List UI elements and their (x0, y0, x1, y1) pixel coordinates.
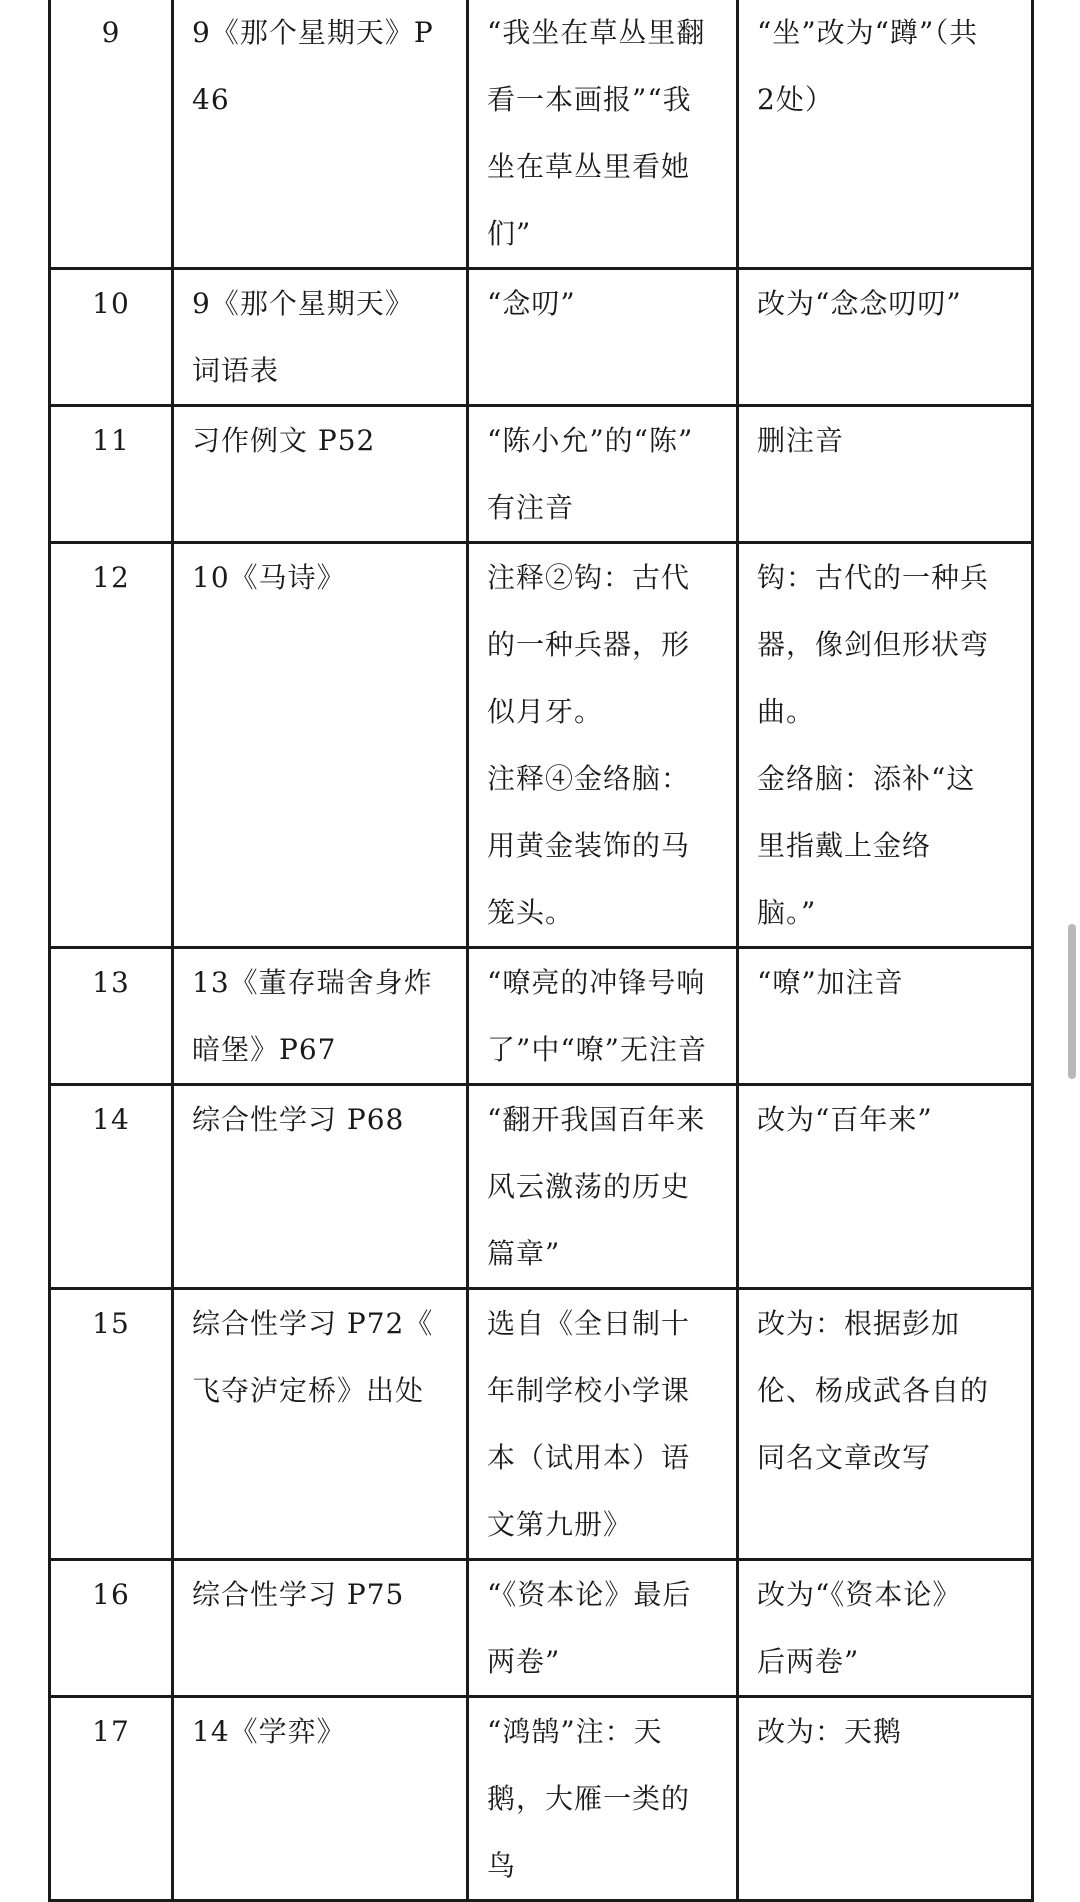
lesson-cell (173, 0, 468, 269)
revision-text-line: 同名文章改写 (757, 1441, 932, 1474)
revision-cell (738, 269, 1033, 406)
revision-cell (738, 1289, 1033, 1560)
original-text-line: “我坐在草丛里翻 (487, 16, 706, 49)
lesson-text-line: 综合性学习 P75 (192, 1578, 405, 1611)
errata-table-body (50, 0, 1033, 1901)
revision-cell (738, 1697, 1033, 1901)
revision-cell (738, 543, 1033, 948)
original-text-line: “嘹亮的冲锋号响 (487, 966, 706, 999)
lesson-text-line: 综合性学习 P72《 (192, 1307, 434, 1340)
revision-text-line: 器，像剑但形状弯 (757, 628, 990, 661)
errata-table (48, 0, 1034, 1902)
revision-text-line: 改为“念念叨叨” (757, 287, 962, 320)
original-text-line: 注释④金络脑： (487, 762, 691, 795)
lesson-cell (173, 948, 468, 1085)
table-row (50, 1289, 1033, 1560)
row-number-cell (50, 543, 173, 948)
lesson-cell (173, 1289, 468, 1560)
revision-text-line: 钩：古代的一种兵 (757, 561, 990, 594)
original-text-line: 鹅，大雁一类的 (487, 1782, 691, 1815)
row-number-cell (50, 0, 173, 269)
row-number-cell (50, 406, 173, 543)
lesson-text-line: 46 (192, 83, 230, 116)
table-row (50, 1560, 1033, 1697)
revision-cell (738, 0, 1033, 269)
original-text-line: “陈小允”的“陈” (487, 424, 694, 457)
revision-text-line: 改为：根据彭加 (757, 1307, 961, 1340)
lesson-cell (173, 1560, 468, 1697)
table-row (50, 543, 1033, 948)
revision-text-line: 改为“《资本论》 (757, 1578, 962, 1611)
original-cell (468, 948, 738, 1085)
lesson-text-line: 词语表 (192, 354, 280, 387)
lesson-text-line: 暗堡》P67 (192, 1033, 337, 1066)
original-text-line: “念叨” (487, 287, 576, 320)
original-cell (468, 0, 738, 269)
row-number: 15 (92, 1307, 130, 1340)
row-number: 9 (101, 16, 121, 49)
original-text-line: 本（试用本）语 (487, 1441, 691, 1474)
errata-table-container (48, 0, 1031, 1902)
original-cell (468, 1560, 738, 1697)
original-text-line: 两卷” (487, 1645, 561, 1678)
lesson-text-line: 习作例文 P52 (192, 424, 376, 457)
original-text-line: 似月牙。 (487, 695, 604, 728)
lesson-cell (173, 543, 468, 948)
original-text-line: 有注音 (487, 491, 575, 524)
original-text-line: 年制学校小学课 (487, 1374, 691, 1407)
revision-text-line: 后两卷” (757, 1645, 860, 1678)
original-text-line: 看一本画报”“我 (487, 83, 692, 116)
original-cell (468, 543, 738, 948)
table-row (50, 948, 1033, 1085)
original-text-line: 篇章” (487, 1237, 561, 1270)
table-row (50, 269, 1033, 406)
original-cell (468, 1085, 738, 1289)
original-text-line: “鸿鹄”注：天 (487, 1715, 663, 1748)
lesson-cell (173, 1697, 468, 1901)
original-text-line: 的一种兵器，形 (487, 628, 691, 661)
scrollbar-thumb[interactable] (1068, 924, 1076, 1079)
revision-text-line: 伦、杨成武各自的 (757, 1374, 990, 1407)
row-number: 17 (92, 1715, 130, 1748)
row-number-cell (50, 948, 173, 1085)
row-number-cell (50, 269, 173, 406)
original-text-line: 笼头。 (487, 896, 575, 929)
row-number: 16 (92, 1578, 130, 1611)
revision-cell (738, 1085, 1033, 1289)
lesson-text-line: 14《学弈》 (192, 1715, 346, 1748)
original-text-line: 风云激荡的历史 (487, 1170, 691, 1203)
lesson-cell (173, 406, 468, 543)
original-text-line: 鸟 (487, 1849, 517, 1882)
table-row (50, 1085, 1033, 1289)
original-cell (468, 269, 738, 406)
revision-text-line: 改为：天鹅 (757, 1715, 903, 1748)
revision-cell (738, 1560, 1033, 1697)
original-cell (468, 406, 738, 543)
lesson-text-line: 9《那个星期天》 (192, 287, 414, 320)
revision-text-line: 删注音 (757, 424, 845, 457)
revision-text-line: 金络脑：添补“这 (757, 762, 976, 795)
revision-text-line: 里指戴上金络 (757, 829, 932, 862)
original-text-line: 们” (487, 217, 532, 250)
row-number: 13 (92, 966, 130, 999)
row-number: 14 (92, 1103, 130, 1136)
revision-text-line: “坐”改为“蹲”（共 (757, 16, 979, 49)
row-number: 11 (92, 424, 130, 457)
original-text-line: “《资本论》最后 (487, 1578, 692, 1611)
row-number: 12 (92, 561, 130, 594)
lesson-text-line: 9《那个星期天》P (192, 16, 434, 49)
original-text-line: 坐在草丛里看她 (487, 150, 691, 183)
table-row (50, 406, 1033, 543)
revision-text-line: 脑。” (757, 896, 817, 929)
original-text-line: “翻开我国百年来 (487, 1103, 706, 1136)
revision-text-line: “嘹”加注音 (757, 966, 904, 999)
revision-text-line: 曲。 (757, 695, 816, 728)
revision-cell (738, 948, 1033, 1085)
row-number-cell (50, 1289, 173, 1560)
lesson-cell (173, 1085, 468, 1289)
lesson-cell (173, 269, 468, 406)
lesson-text-line: 13《董存瑞舍身炸 (192, 966, 433, 999)
table-row (50, 0, 1033, 269)
row-number-cell (50, 1697, 173, 1901)
lesson-text-line: 综合性学习 P68 (192, 1103, 405, 1136)
original-cell (468, 1289, 738, 1560)
table-row (50, 1697, 1033, 1901)
lesson-text-line: 10《马诗》 (192, 561, 346, 594)
row-number-cell (50, 1560, 173, 1697)
original-text-line: 用黄金装饰的马 (487, 829, 691, 862)
row-number: 10 (92, 287, 130, 320)
lesson-text-line: 飞夺泸定桥》出处 (192, 1374, 425, 1407)
original-text-line: 注释②钩：古代 (487, 561, 691, 594)
revision-cell (738, 406, 1033, 543)
original-text-line: 了”中“嘹”无注音 (487, 1033, 707, 1066)
revision-text-line: 改为“百年来” (757, 1103, 933, 1136)
row-number-cell (50, 1085, 173, 1289)
revision-text-line: 2处） (757, 83, 834, 116)
original-cell (468, 1697, 738, 1901)
original-text-line: 选自《全日制十 (487, 1307, 691, 1340)
original-text-line: 文第九册》 (487, 1508, 633, 1541)
